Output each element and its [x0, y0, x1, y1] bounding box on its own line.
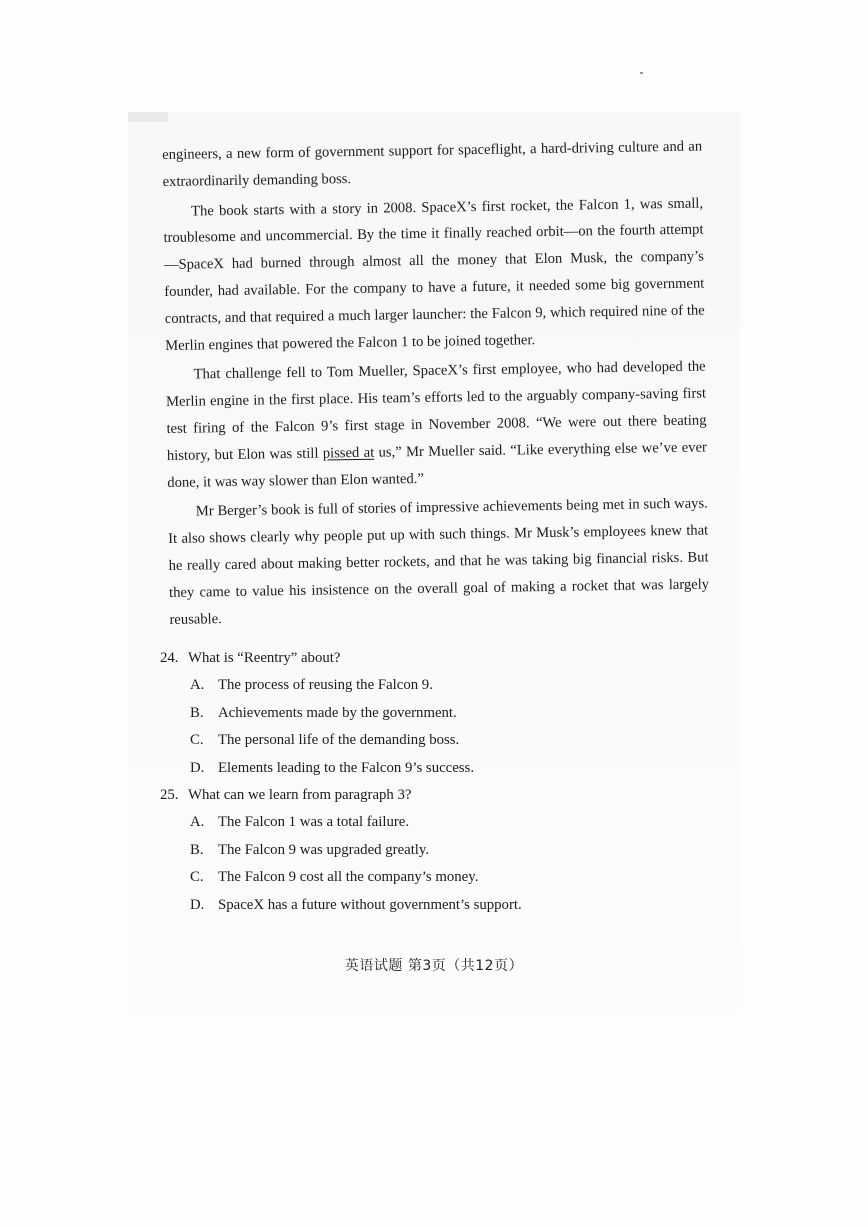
scan-artifact [128, 112, 168, 122]
reading-passage [162, 134, 710, 637]
option-text: The Falcon 9 cost all the company’s money. [218, 869, 479, 885]
paragraph-3-text-end: us,” Mr Mueller said. “Like everything else we’ve ever done, it was way slower than Elon wanted.” [167, 439, 707, 491]
question-number: 24. [160, 650, 179, 666]
option-text: The Falcon 1 was a total failure. [218, 814, 410, 830]
option-letter: C. [190, 869, 204, 885]
paragraph-3-text-start: That challenge fell to Tom Mueller, SpaceX’s first employee, who had developed the Merlin engine in the first place. His team’s efforts led to the arguably company-saving first test firing of the Falcon 9’s first stage in November 2008. “We were out there beating history, but Elon was still [165, 358, 707, 464]
option-text: Elements leading to the Falcon 9’s success. [218, 759, 475, 776]
passage-paragraph-3 [165, 354, 707, 496]
question-stem [160, 782, 720, 809]
underlined-phrase: pissed at [322, 444, 375, 462]
scan-speck [640, 72, 643, 74]
option-text: The process of reusing the Falcon 9. [218, 677, 433, 693]
page-footer: 英语试题 第3页（共12页） [344, 958, 524, 974]
option-text: Achievements made by the government. [218, 704, 457, 721]
question-number: 25. [160, 787, 179, 803]
passage-paragraph-1: engineers, a new form of government support for spaceflight, a hard-driving culture and an extraordinarily demanding boss. [162, 138, 703, 190]
question-text: What can we learn from paragraph 3? [188, 787, 412, 803]
passage-paragraph-2: The book starts with a story in 2008. SpaceX’s first rocket, the Falcon 1, was small, troublesome and uncommercial. By the time it finally reached orbit—on the fourth attempt—SpaceX had burned through almost all the money that Elon Musk, the company’s founder, had available. For the company to have a future, it needed some big government contracts, and that required a much larger launcher: the Falcon 9, which required nine of the Merlin engines that powered the Falcon 1 to be joined together. [163, 195, 705, 354]
option-letter: A. [190, 814, 205, 830]
question-24 [160, 645, 720, 782]
question-25 [160, 782, 720, 919]
question-text: What is “Reentry” about? [188, 650, 341, 666]
option-25-b [160, 837, 720, 865]
option-24-c [160, 727, 720, 755]
option-25-a [160, 809, 720, 837]
option-text: The personal life of the demanding boss. [218, 732, 460, 748]
question-stem [160, 645, 720, 672]
option-text: The Falcon 9 was upgraded greatly. [218, 841, 430, 858]
option-25-c [160, 864, 720, 892]
question-list [160, 645, 720, 919]
option-25-d [160, 892, 720, 920]
option-letter: A. [190, 677, 205, 693]
option-24-b [160, 700, 720, 728]
option-text: SpaceX has a future without government’s support. [218, 896, 522, 913]
option-letter: D. [190, 759, 205, 776]
option-letter: B. [190, 704, 204, 721]
option-letter: D. [190, 896, 205, 913]
option-24-d [160, 755, 720, 783]
option-letter: C. [190, 732, 204, 748]
option-letter: B. [190, 841, 204, 858]
passage-paragraph-4: Mr Berger’s book is full of stories of impressive achievements being met in such ways. It also shows clearly why people put up with such things. Mr Musk’s employees knew that he really cared about making better rockets, and that he was taking big financial risks. But they came to value his insistence on the overall goal of making a rocket that was largely reusable. [168, 495, 710, 628]
option-24-a [160, 672, 720, 700]
